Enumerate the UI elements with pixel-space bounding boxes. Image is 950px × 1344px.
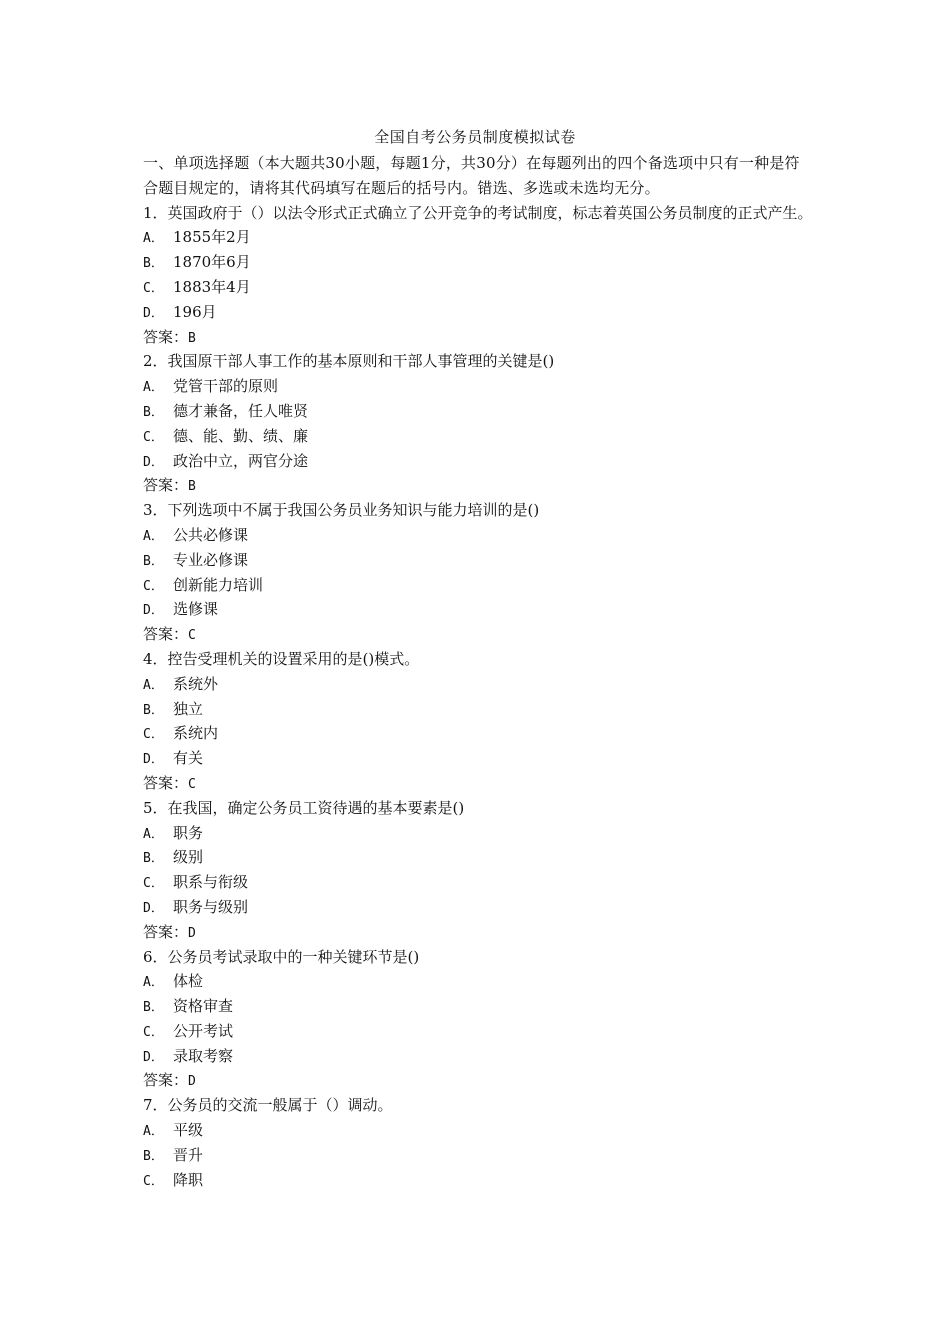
question-block [143,201,813,350]
option-text: 政治中立，两官分途 [173,451,309,470]
option-text: 降职 [173,1170,204,1189]
option-row [143,1044,813,1069]
option-row [143,449,813,474]
answer-value: D [188,1074,196,1090]
option-row [143,573,813,598]
option-key: B． [143,553,164,569]
answer-line [143,325,813,350]
option-text: 1883年4月 [173,277,251,296]
option-row [143,300,813,325]
option-row [143,994,813,1019]
option-key: A． [143,1124,164,1140]
answer-label: 答案： [143,773,189,792]
question-text: 控告受理机关的设置采用的是()模式。 [167,649,420,668]
option-text: 德、能、勤、绩、廉 [173,426,309,445]
answer-line [143,1068,813,1093]
option-key: A． [143,677,164,693]
option-key: C． [143,1024,164,1040]
option-key: B． [143,1000,164,1016]
option-key: B． [143,256,164,272]
option-row [143,895,813,920]
question-text: 下列选项中不属于我国公务员业务知识与能力培训的是() [167,501,540,520]
option-text: 独立 [173,699,204,718]
option-key: C． [143,727,164,743]
question-stem [143,201,813,226]
answer-value: C [188,628,196,644]
question-number: 2． [143,352,168,371]
option-row [143,399,813,424]
option-text: 系统外 [173,674,219,693]
question-text: 在我国，确定公务员工资待遇的基本要素是() [167,798,465,817]
option-text: 1870年6月 [173,253,251,272]
option-row [143,721,813,746]
option-row [143,374,813,399]
option-text: 资格审查 [173,997,234,1016]
exam-content [143,151,813,1192]
question-text: 公务员考试录取中的一种关键环节是() [167,947,420,966]
question-block [143,498,813,647]
option-text: 晋升 [173,1145,204,1164]
option-key: A． [143,975,164,991]
option-text: 公共必修课 [173,525,249,544]
option-row [143,548,813,573]
option-text: 职务 [173,823,204,842]
question-text: 我国原干部人事工作的基本原则和干部人事管理的关键是() [167,352,555,371]
answer-value: C [188,776,196,792]
option-row [143,1019,813,1044]
option-text: 体检 [173,972,204,991]
option-key: D． [143,603,164,619]
option-key: A． [143,231,164,247]
answer-value: D [188,925,196,941]
option-key: C． [143,578,164,594]
option-key: D． [143,1049,164,1065]
answer-line [143,622,813,647]
option-text: 录取考察 [173,1046,234,1065]
option-text: 公开考试 [173,1021,234,1040]
option-key: C． [143,876,164,892]
option-text: 196月 [173,302,217,321]
question-block [143,349,813,498]
option-row [143,1118,813,1143]
answer-label: 答案： [143,922,189,941]
answer-label: 答案： [143,476,189,495]
question-number: 6． [143,947,168,966]
question-number: 5． [143,798,168,817]
option-text: 党管干部的原则 [173,377,279,396]
question-stem [143,1093,813,1118]
option-row [143,275,813,300]
answer-line [143,771,813,796]
option-key: D． [143,900,164,916]
option-key: B． [143,404,164,420]
option-row [143,597,813,622]
option-key: D． [143,305,164,321]
answer-label: 答案： [143,1071,189,1090]
option-key: C． [143,280,164,296]
option-key: B． [143,702,164,718]
question-number: 4． [143,649,168,668]
option-text: 创新能力培训 [173,575,264,594]
option-text: 选修课 [173,600,219,619]
section-heading: 一、单项选择题（本大题共30小题，每题1分，共30分）在每题列出的四个备选项中只有一种是符合题目规定的，请将其代码填写在题后的括号内。错选、多选或未选均无分。 [143,154,800,197]
answer-label: 答案： [143,625,189,644]
question-text: 公务员的交流一般属于（）调动。 [167,1096,393,1115]
option-key: A． [143,826,164,842]
exam-title: 全国自考公务员制度模拟试卷 [374,128,576,146]
question-stem [143,498,813,523]
option-text: 专业必修课 [173,550,249,569]
option-key: B． [143,1148,164,1164]
question-text: 英国政府于（）以法令形式正式确立了公开竞争的考试制度，标志着英国公务员制度的正式产生。 [167,203,813,222]
question-block [143,647,813,796]
option-key: C． [143,429,164,445]
option-text: 平级 [173,1121,204,1140]
option-row [143,1168,813,1193]
option-row [143,746,813,771]
question-stem [143,945,813,970]
option-key: D． [143,752,164,768]
question-number: 1． [143,203,168,222]
answer-label: 答案： [143,327,189,346]
option-key: A． [143,380,164,396]
option-text: 系统内 [173,724,219,743]
question-number: 3． [143,501,168,520]
option-row [143,697,813,722]
option-text: 职务与级别 [173,897,249,916]
question-stem [143,796,813,821]
option-row [143,424,813,449]
answer-value: B [188,330,196,346]
question-stem [143,647,813,672]
answer-line [143,473,813,498]
option-row [143,845,813,870]
option-key: B． [143,851,164,867]
question-number: 7． [143,1096,168,1115]
question-stem [143,349,813,374]
question-block [143,945,813,1094]
option-row [143,523,813,548]
option-text: 1855年2月 [173,228,251,247]
answer-value: B [188,479,196,495]
option-key: D． [143,454,164,470]
option-key: A． [143,528,164,544]
option-key: C． [143,1173,164,1189]
question-block [143,796,813,945]
option-row [143,969,813,994]
option-text: 职系与衔级 [173,873,249,892]
option-row [143,250,813,275]
option-row [143,1143,813,1168]
option-row [143,870,813,895]
option-text: 级别 [173,848,204,867]
option-text: 德才兼备，任人唯贤 [173,401,309,420]
option-row [143,225,813,250]
answer-line [143,920,813,945]
option-text: 有关 [173,749,204,768]
option-row [143,821,813,846]
question-block [143,1093,813,1192]
option-row [143,672,813,697]
